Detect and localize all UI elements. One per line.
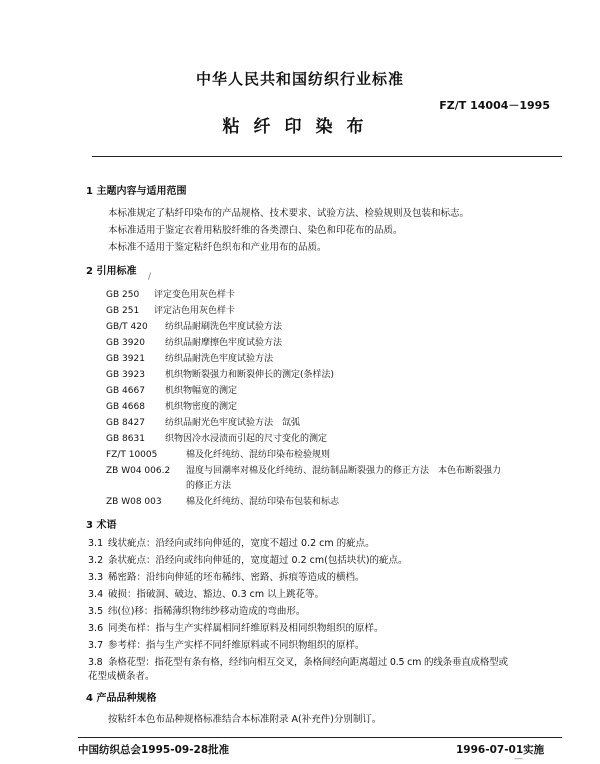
term-item: 3.4 破损：指破洞、破边、豁边、0.3 cm 以上跳花等。 — [88, 589, 325, 600]
section-heading-scope: 1 主题内容与适用范围 — [86, 186, 187, 197]
issuing-authority: 中华人民共和国纺织行业标准 — [195, 70, 404, 88]
scope-paragraph: 本标准适用于鉴定衣着用粘胶纤维的各类漂白、染色和印花布的品质。 — [108, 225, 403, 236]
approval-date: 中国纺织总会1995-09-28批准 — [78, 744, 230, 756]
reference-item: GB 4668 机织物密度的测定 — [106, 402, 238, 412]
term-item: 3.8 条格花型：指花型有条有格，经纬向相互交叉，条格间经向距离超过 0.5 cm 的线条垂直成格型或 — [88, 657, 508, 668]
term-item: 3.3 稀密路：沿纬向伸延的坯布稀纬、密路、拆痕等造成的横档。 — [88, 572, 365, 583]
section-heading-terms: 3 术语 — [86, 520, 117, 531]
reference-item: GB 3921 纺织品耐洗色牢度试验方法 — [106, 354, 274, 364]
term-item: 3.7 参考样：指与生产实样不同纤维原料或不同织物组织的原样。 — [88, 640, 365, 651]
reference-item: GB/T 420 纺织品耐刷洗色牢度试验方法 — [106, 322, 283, 332]
reference-item: ZB W04 006.2 湿度与回潮率对棉及化纤纯纺、混纺制品断裂强力的修正方法 本色布断裂强力 — [106, 466, 502, 476]
term-continuation: 花型成横条者。 — [88, 671, 155, 682]
footer-rule — [78, 737, 562, 738]
reference-item: FZ/T 10005 棉及化纤纯纺、混纺印染布检验规则 — [106, 450, 331, 460]
term-item: 3.2 条状疵点：沿经向或纬向伸延的，宽度超过 0.2 cm(包括块状)的疵点。 — [88, 555, 408, 566]
product-paragraph: 按粘纤本色布品种规格标准结合本标准附录 A(补充件)分别制订。 — [108, 714, 382, 725]
term-item: 3.6 同类布样：指与生产实样属相同纤维原料及相同织物组织的原样。 — [88, 623, 384, 634]
implementation-date: 1996-07-01实施 — [456, 744, 545, 756]
document-title: 粘纤印染布 — [222, 117, 378, 137]
standard-number: FZ/T 14004－1995 — [439, 99, 550, 112]
reference-item: GB 4667 机织物幅宽的测定 — [106, 386, 238, 396]
term-item: 3.1 线状疵点：沿经向或纬向伸延的，宽度不超过 0.2 cm 的疵点。 — [88, 538, 375, 549]
reference-continuation: 的修正方法 — [186, 481, 232, 491]
term-item: 3.5 纬(位)移：指稀薄织物纬纱移动造成的弯曲形。 — [88, 606, 306, 617]
reference-item: GB 8427 纺织品耐光色牢度试验方法 氙弧 — [106, 418, 301, 428]
scan-mark: — — [514, 754, 523, 764]
header-rule — [92, 156, 562, 157]
reference-item: GB 251 评定沾色用灰色样卡 — [106, 306, 236, 316]
reference-item: GB 3920 纺织品耐摩擦色牢度试验方法 — [106, 338, 283, 348]
section-heading-references: 2 引用标准 — [86, 266, 137, 277]
reference-item: GB 250 评定变色用灰色样卡 — [106, 290, 236, 300]
reference-item: GB 3923 机织物断裂强力和断裂伸长的测定(条样法) — [106, 370, 335, 380]
scan-mark: / — [148, 272, 152, 282]
scope-paragraph: 本标准不适用于鉴定粘纤色织布和产业用布的品质。 — [108, 242, 327, 253]
reference-item: GB 8631 织物因冷水浸渍而引起的尺寸变化的测定 — [106, 434, 328, 444]
section-heading-product: 4 产品品种规格 — [86, 693, 157, 704]
reference-item: ZB W08 003 棉及化纤纯纺、混纺印染布包装和标志 — [106, 497, 340, 507]
scope-paragraph: 本标准规定了粘纤印染布的产品规格、技术要求、试验方法、检验规则及包装和标志。 — [108, 208, 470, 219]
